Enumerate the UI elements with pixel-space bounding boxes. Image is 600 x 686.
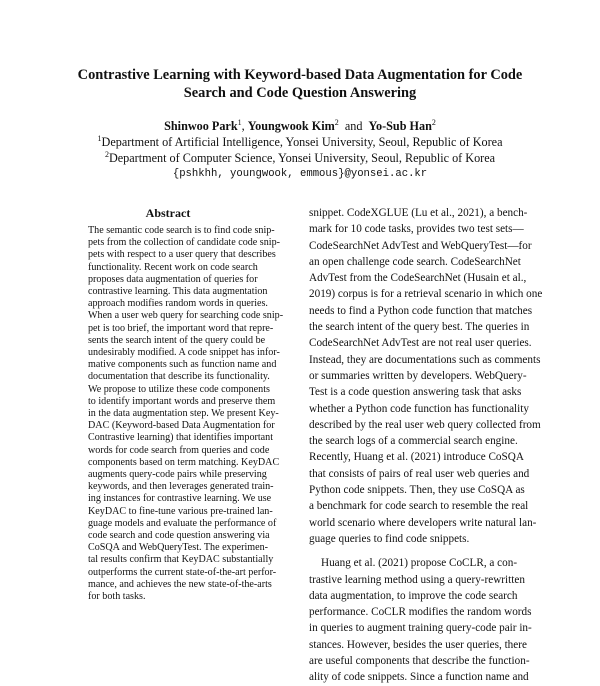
text-line: for both tasks. bbox=[88, 591, 146, 603]
affiliation-2: $^2$Department of Computer Science, Yonsei University, Seoul, Republic of Korea bbox=[104, 150, 496, 165]
text-line: When a user web query for searching code snip- bbox=[88, 310, 284, 322]
text-line: keywords, and then leverages generated train- bbox=[88, 481, 274, 493]
affiliation-mark: 2 bbox=[431, 118, 436, 127]
text-line: described by the real user web query collected from bbox=[309, 418, 541, 431]
text-line: contrastive learning. This data augmentation bbox=[88, 286, 268, 298]
text-line: the search logs of a commercial search engine. bbox=[309, 435, 518, 448]
abstract-text bbox=[88, 225, 284, 603]
text-line: components based on term matching. KeyDAC bbox=[88, 456, 280, 468]
text-line: in the data augmentation step. We present Key- bbox=[88, 408, 279, 420]
text-line: pets from the collection of candidate code snip- bbox=[88, 237, 280, 249]
text-line: pet is too brief, the important word that repre- bbox=[88, 322, 274, 334]
text-line: undesirably modified. A code snippet has infor- bbox=[88, 347, 280, 359]
affiliation-mark: 2 bbox=[334, 118, 339, 127]
text-line: needs to find a Python code function that matches bbox=[309, 304, 533, 317]
text-line: documentation that describe its functionality. bbox=[88, 371, 270, 383]
text-line: outperforms the current state-of-the-art perfor- bbox=[88, 566, 277, 578]
text-line: whether a Python code function has functionality bbox=[309, 402, 529, 415]
text-line: Python code snippets. Then, they use CoSQA as bbox=[309, 484, 525, 497]
paragraph bbox=[309, 555, 531, 685]
text-line: code search and code question answering via bbox=[88, 530, 270, 542]
text-line: words for code search from queries and code bbox=[88, 444, 270, 456]
text-line: in queries to augment training query-code pair in- bbox=[309, 622, 532, 635]
text-line: CoSQA and WebQueryTest. The experimen- bbox=[88, 542, 269, 554]
text-line: stances. However, besides the user queries, there bbox=[309, 638, 527, 651]
text-line: Contrastive learning) that identifies important bbox=[88, 432, 274, 444]
text-line: Instead, they are documentations such as comments bbox=[309, 353, 541, 366]
text-line: Huang et al. (2021) propose CoCLR, a con- bbox=[321, 557, 518, 570]
text-line: mark for 10 code tasks, provides two test sets— bbox=[309, 223, 524, 236]
paragraph bbox=[309, 205, 543, 547]
text-line: that consists of pairs of real user web queries and bbox=[309, 467, 530, 480]
text-line: Test is a code question answering task that asks bbox=[309, 386, 522, 399]
text-line: 2019) corpus is for a retrieval scenario in which one bbox=[309, 288, 543, 301]
text-line: KeyDAC to fine-tune various pre-trained lan- bbox=[88, 505, 273, 517]
text-line: approach modifies random words in queries. bbox=[88, 298, 268, 310]
text-line: an open challenge code search. CodeSearchNet bbox=[309, 255, 521, 268]
text-line: CodeSearchNet AdvTest and WebQueryTest—for bbox=[309, 239, 532, 252]
text-line: sents the search intent of the query could be bbox=[88, 334, 266, 346]
text-line: tal results confirm that KeyDAC substantially bbox=[88, 554, 274, 566]
text-line: mance, and achieves the new state-of-the-arts bbox=[88, 578, 272, 590]
author-name: Youngwook Kim bbox=[247, 119, 335, 133]
text-line: The semantic code search is to find code snip- bbox=[88, 225, 275, 236]
author-block bbox=[20, 118, 580, 182]
text-line: guage models and evaluate the performance of bbox=[88, 517, 277, 529]
author-name: Shinwoo Park bbox=[164, 119, 238, 133]
text-line: are useful components that describe the function- bbox=[309, 655, 530, 668]
text-line: a benchmark for code search to resemble the real bbox=[309, 500, 529, 513]
paper-title bbox=[40, 66, 560, 102]
text-line: guage queries to find code snippets. bbox=[309, 532, 470, 545]
text-line: trastive learning method using a query-rewritten bbox=[309, 573, 525, 586]
author-names: Shinwoo Park$^1$, Youngwook Kim$^2$ and Yo-Sub Han$^2$ bbox=[164, 118, 436, 133]
text-line: pets with respect to a user query that describes bbox=[88, 249, 276, 261]
author-name: Yo-Sub Han bbox=[368, 119, 432, 133]
affiliation-mark: 1 bbox=[237, 118, 242, 127]
text-line: augments query-code pairs while preserving bbox=[88, 469, 267, 481]
text-line: the search intent of the query best. The queries in bbox=[309, 321, 530, 334]
text-line: snippet. CodeXGLUE (Lu et al., 2021), a bench- bbox=[309, 207, 528, 219]
text-line: mative components such as function name and bbox=[88, 359, 277, 371]
text-line: DAC (Keyword-based Data Augmentation for bbox=[88, 420, 275, 432]
text-line: ality of code snippets. Since a function name and bbox=[309, 671, 529, 684]
text-line: We propose to utilize these code components bbox=[88, 383, 270, 395]
title-line: Search and Code Question Answering bbox=[183, 85, 417, 101]
text-line: ing instances for contrastive learning. We use bbox=[88, 493, 272, 505]
text-line: or summaries written by developers. WebQuery- bbox=[309, 369, 527, 382]
text-line: to identify important words and preserve them bbox=[88, 395, 276, 407]
body-text-column bbox=[309, 205, 543, 686]
text-line: data augmentation, to improve the code search bbox=[309, 589, 518, 602]
text-line: performance. CoCLR modifies the random words bbox=[309, 606, 532, 619]
affiliation-1: $^1$Department of Artificial Intelligence, Yonsei University, Seoul, Republic of Korea bbox=[97, 134, 503, 149]
author-emails: {pshkhh, youngwook, emmous}@yonsei.ac.kr bbox=[172, 168, 428, 180]
text-line: Recently, Huang et al. (2021) introduce CoSQA bbox=[309, 451, 524, 464]
text-line: proposes data augmentation of queries for bbox=[88, 273, 258, 285]
title-line: Contrastive Learning with Keyword-based Data Augmentation for Code bbox=[77, 67, 523, 83]
text-line: CodeSearchNet AdvTest are not real user queries. bbox=[309, 337, 532, 350]
text-line: AdvTest from the CodeSearchNet (Husain et al., bbox=[309, 272, 527, 285]
text-line: functionality. Recent work on code search bbox=[88, 261, 258, 273]
abstract-heading: Abstract bbox=[145, 206, 191, 220]
text-line: world scenario where developers write natural lan- bbox=[309, 516, 537, 529]
author-conjunction: and bbox=[344, 119, 363, 133]
